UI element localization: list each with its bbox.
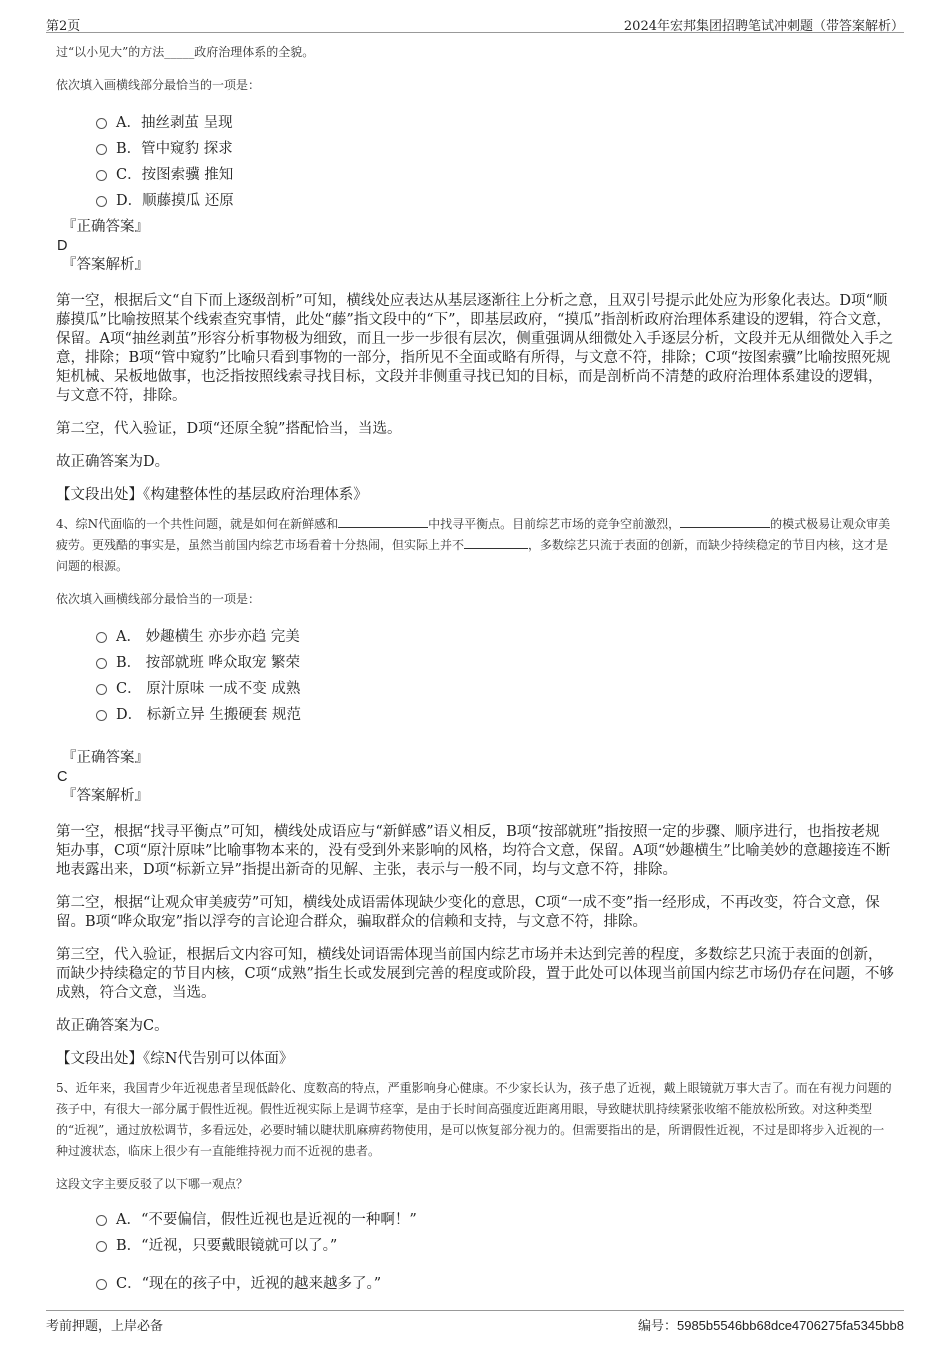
q4-analysis-4: 故正确答案为C。: [56, 1018, 169, 1034]
q4-option-b[interactable]: B． 按部就班 哗众取宠 繁荣: [96, 650, 894, 676]
blank-line: [338, 515, 428, 528]
q4-answer: C: [57, 769, 68, 785]
q5-option-a[interactable]: A．“不要偏信，假性近视也是近视的一种啊！”: [96, 1207, 894, 1233]
q3-analysis-3: 故正确答案为D。: [56, 454, 170, 470]
q5-options: [96, 1207, 894, 1297]
q3-answer-label: 『正确答案』: [62, 219, 149, 235]
q3-options: [96, 110, 894, 214]
page-header: [46, 0, 904, 33]
q4-option-d[interactable]: D． 标新立异 生搬硬套 规范: [96, 702, 894, 728]
q3-option-b[interactable]: B．管中窥豹 探求: [96, 136, 894, 162]
q4-analysis-3: 第三空，代入验证，根据后文内容可知，横线处词语需体现当前国内综艺市场并未达到完善的程度，多数综艺只流于表面的创新，而缺少持续稳定的节目内核，C项“成熟”指生长或发展到完善的程度或阶段，置于此处可以体现当前国内综艺市场仍存在问题，不够成熟，符合文意，当选。: [56, 947, 894, 1001]
radio-icon[interactable]: [96, 1279, 107, 1290]
q4-analysis-1: 第一空，根据“找寻平衡点”可知，横线处成语应与“新鲜感”语义相反，B项“按部就班”指按照一定的步骤、顺序进行，也指按老规矩办事，C项“原汁原味”比喻事物本来的，没有受到外来影响的风格，均符合文意，保留。A项“妙趣横生”比喻美妙的意趣接连不断地表露出来，D项“标新立异”指提出新奇的见解、主张，表示与一般不同，均与文意不符，排除。: [56, 824, 891, 878]
radio-icon[interactable]: [96, 1215, 107, 1226]
blank-line: [680, 515, 770, 528]
radio-icon[interactable]: [96, 710, 107, 721]
q4-analysis-label: 『答案解析』: [62, 788, 149, 804]
blank-line: [464, 536, 528, 549]
q3-analysis-label: 『答案解析』: [62, 257, 149, 273]
q3-analysis-1: 第一空，根据后文“自下而上逐级剖析”可知，横线处应表达从基层逐渐往上分析之意，且双引号提示此处应为形象化表达。D项“顺藤摸瓜”比喻按照某个线索查究事情，此处“藤”指文段中的“下”，即基层政府，“摸瓜”指剖析政府治理体系建设的逻辑，符合文意，保留。A项“抽丝剥茧”形容分析事物极为细致，而且一步一步很有层次，侧重强调从细微处入手逐层分析，文段并无从细微处入手之意，排除；B项“管中窥豹”比喻只看到事物的一部分，指所见不全面或略有所得，与文意不符，排除；C项“按图索骥”比喻按照死规矩机械、呆板地做事，也泛指按照线索寻找目标，文段并非侧重寻找已知的目标，而是剖析尚不清楚的政府治理体系建设的逻辑，与文意不符，排除。: [56, 293, 894, 404]
footer-code: 编号：5985b5546bb68dce4706275fa5345bb8: [637, 1318, 904, 1333]
q4-analysis-2: 第二空，根据“让观众审美疲劳”可知，横线处成语需体现缺少变化的意思，C项“一成不变”指一经形成，不再改变，符合文意，保留。B项“哗众取宠”指以浮夸的言论迎合群众，骗取群众的信赖和支持，与文意不符，排除。: [56, 895, 880, 930]
q5-option-b[interactable]: B．“近视，只要戴眼镜就可以了。”: [96, 1233, 894, 1259]
radio-icon[interactable]: [96, 632, 107, 643]
q4-text: 4、综N代面临的一个共性问题，就是如何在新鲜感和 中找寻平衡点。目前综艺市场的竞争空前激烈， 的模式极易让观众审美疲劳。更残酷的事实是，虽然当前国内综艺市场看着十分热闹，但实际上并不 ，多数综艺只流于表面的创新，而缺少持续稳定的节目内核，这才是问题的根源。: [56, 517, 891, 573]
q3-option-d[interactable]: D．顺藤摸瓜 还原: [96, 188, 894, 214]
q3-text-tail: 过“以小见大”的方法_____政府治理体系的全貌。: [56, 45, 315, 59]
q4-source: 【文段出处】《综N代告别可以体面》: [56, 1051, 294, 1067]
radio-icon[interactable]: [96, 144, 107, 155]
page-number: 第2页: [46, 19, 81, 34]
document-title: 2024年宏邦集团招聘笔试冲刺题（带答案解析）: [623, 19, 904, 34]
q5-text: 5、近年来，我国青少年近视患者呈现低龄化、度数高的特点，严重影响身心健康。不少家长认为，孩子患了近视，戴上眼镜就万事大吉了。而在有视力问题的孩子中，有很大一部分属于假性近视。假性近视实际上是调节痉挛，是由于长时间高强度近距离用眼，导致睫状肌持续紧张收缩不能放松所致。对这种类型的“近视”，通过放松调节，多看远处，必要时辅以睫状肌麻痹药物使用，是可以恢复部分视力的。但需要指出的是，所谓假性近视，不过是即将步入近视的一种过渡状态，临床上很少有一直能维持视力而不近视的患者。: [56, 1081, 892, 1158]
radio-icon[interactable]: [96, 658, 107, 669]
q3-analysis-2: 第二空，代入验证，D项“还原全貌”搭配恰当，当选。: [56, 421, 402, 437]
q3-answer: D: [57, 238, 68, 254]
q3-option-a[interactable]: A．抽丝剥茧 呈现: [96, 110, 894, 136]
radio-icon[interactable]: [96, 170, 107, 181]
footer-slogan: 考前押题，上岸必备: [46, 1319, 164, 1334]
q5-option-c[interactable]: C．“现在的孩子中，近视的越来越多了。”: [96, 1271, 894, 1297]
q5-prompt: 这段文字主要反驳了以下哪一观点？: [56, 1177, 249, 1191]
page-footer: [46, 1310, 904, 1345]
radio-icon[interactable]: [96, 196, 107, 207]
q3-source: 【文段出处】《构建整体性的基层政府治理体系》: [56, 487, 368, 503]
q4-option-a[interactable]: A． 妙趣横生 亦步亦趋 完美: [96, 624, 894, 650]
q4-answer-label: 『正确答案』: [62, 750, 149, 766]
q4-options: [96, 624, 894, 728]
radio-icon[interactable]: [96, 1241, 107, 1252]
q3-option-c[interactable]: C．按图索骥 推知: [96, 162, 894, 188]
radio-icon[interactable]: [96, 684, 107, 695]
radio-icon[interactable]: [96, 118, 107, 129]
q3-prompt: 依次填入画横线部分最恰当的一项是：: [56, 78, 261, 92]
q4-prompt: 依次填入画横线部分最恰当的一项是：: [56, 592, 261, 606]
q4-option-c[interactable]: C． 原汁原味 一成不变 成熟: [96, 676, 894, 702]
document-body: [56, 44, 894, 1297]
